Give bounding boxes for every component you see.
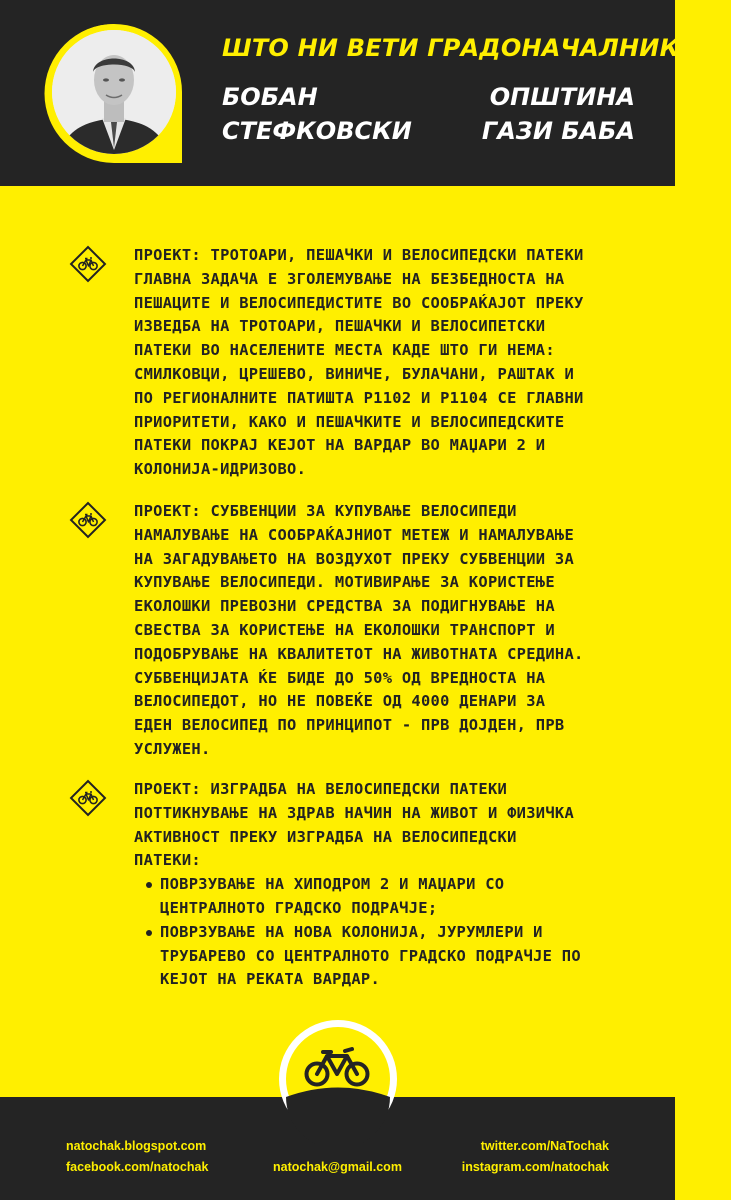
twitter-link[interactable]: twitter.com/NaTochak — [480, 1139, 609, 1153]
project-line: ВЕЛОСИПЕДОТ, НО НЕ ПОВЕЌЕ ОД 4000 ДЕНАРИ ЗА — [134, 692, 546, 711]
bullet-line: КЕЈОТ НА РЕКАТА ВАРДАР. — [160, 970, 381, 989]
project-line: НАМАЛУВАЊЕ НА СООБРАЌАЈНИОТ МЕТЕЖ И НАМАЛУВАЊЕ — [134, 525, 575, 544]
project-text — [134, 778, 654, 992]
project-line: ПЕШАЦИТЕ И ВЕЛОСИПЕДИСТИТЕ ВО СООБРАЌАЈОТ ПРЕКУ — [134, 293, 584, 312]
bullet-line: ПОВРЗУВАЊЕ НА НОВА КОЛОНИЈА, ЈУРУМЛЕРИ И — [160, 922, 543, 941]
bullet-line: ТРУБАРЕВО СО ЦЕНТРАЛНОТО ГРАДСКО ПОДРАЧЈЕ ПО — [160, 946, 581, 965]
project-line: АКТИВНОСТ ПРЕКУ ИЗГРАДБА НА ВЕЛОСИПЕДСКИ — [134, 827, 517, 846]
bullet-item — [146, 873, 654, 921]
bicycle-sign-icon — [68, 244, 108, 284]
project-line: ПОДОБРУВАЊЕ НА КВАЛИТЕТОТ НА ЖИВОТНАТА СРЕДИНА. — [134, 644, 584, 663]
project-line: НА ЗАГАДУВАЊЕТО НА ВОЗДУХОТ ПРЕКУ СУБВЕНЦИИ ЗА — [134, 549, 575, 568]
project-line: КОЛОНИЈА-ИДРИЗОВО. — [134, 460, 307, 479]
bullet-item — [146, 921, 654, 992]
project-line: ПАТЕКИ ПОКРАЈ КЕЈОТ НА ВАРДАР ВО МАЏАРИ 2 И — [134, 436, 546, 455]
project-text — [134, 500, 654, 762]
project-line: ЕКОЛОШКИ ПРЕВОЗНИ СРЕДСТВА ЗА ПОДИГНУВАЊЕ НА — [134, 597, 555, 616]
project-line: ГЛАВНА ЗАДАЧА Е ЗГОЛЕМУВАЊЕ НА БЕЗБЕДНОСТА НА — [134, 269, 565, 288]
project-title: ПРОЕКТ: ТРОТОАРИ, ПЕШАЧКИ И ВЕЛОСИПЕДСКИ ПАТЕКИ — [134, 246, 584, 264]
bullet-line: ЦЕНТРАЛНОТО ГРАДСКО ПОДРАЧЈЕ; — [160, 898, 438, 917]
project-line: ПАТЕКИ ВО НАСЕЛЕНИТЕ МЕСТА КАДЕ ШТО ГИ НЕМА: — [134, 341, 555, 360]
mayor-portrait — [40, 22, 188, 165]
bicycle-logo-icon — [277, 1018, 399, 1140]
bullet-line: ПОВРЗУВАЊЕ НА ХИПОДРОМ 2 И МАЏАРИ СО — [160, 875, 505, 894]
bullet-list — [146, 873, 654, 992]
bicycle-sign-icon — [68, 778, 108, 818]
project-title: ПРОЕКТ: СУБВЕНЦИИ ЗА КУПУВАЊЕ ВЕЛОСИПЕДИ — [134, 502, 517, 520]
page-title: ШТО НИ ВЕТИ ГРАДОНАЧАЛНИКОТ? — [222, 34, 731, 62]
mayor-first-name: БОБАН — [222, 83, 318, 111]
project-line: СМИЛКОВЦИ, ЦРЕШЕВО, ВИНИЧЕ, БУЛАЧАНИ, РАШТАК И — [134, 364, 575, 383]
mayor-name — [222, 80, 412, 148]
project-text — [134, 244, 654, 482]
instagram-link[interactable]: instagram.com/natochak — [461, 1160, 609, 1174]
bicycle-sign-icon — [68, 500, 108, 540]
municipality-name — [482, 80, 635, 148]
email-link[interactable]: natochak@gmail.com — [273, 1160, 402, 1174]
project-line: ПАТЕКИ: — [134, 851, 201, 870]
project-title: ПРОЕКТ: ИЗГРАДБА НА ВЕЛОСИПЕДСКИ ПАТЕКИ — [134, 780, 508, 798]
project-line: КУПУВАЊЕ ВЕЛОСИПЕДИ. МОТИВИРАЊЕ ЗА КОРИСТЕЊЕ — [134, 573, 555, 592]
blog-link[interactable]: natochak.blogspot.com — [66, 1139, 207, 1153]
project-line: ИЗВЕДБА НА ТРОТОАРИ, ПЕШАЧКИ И ВЕЛОСИПЕТСКИ — [134, 317, 546, 336]
municipality-line-2: ГАЗИ БАБА — [481, 117, 635, 145]
mayor-last-name: СТЕФКОВСКИ — [222, 117, 412, 145]
project-line: ПО РЕГИОНАЛНИТЕ ПАТИШТА Р1102 И Р1104 СЕ ГЛАВНИ — [134, 388, 584, 407]
project-line: УСЛУЖЕН. — [134, 739, 211, 758]
project-line: ПОТТИКНУВАЊЕ НА ЗДРАВ НАЧИН НА ЖИВОТ И ФИЗИЧКА — [134, 803, 575, 822]
facebook-link[interactable]: facebook.com/natochak — [66, 1160, 209, 1174]
project-line: СУБВЕНЦИЈАТА ЌЕ БИДЕ ДО 50% ОД ВРЕДНОСТА НА — [134, 668, 546, 687]
project-line: ПРИОРИТЕТИ, КАКО И ПЕШАЧКИТЕ И ВЕЛОСИПЕДСКИТЕ — [134, 412, 565, 431]
project-line: СВЕСТВА ЗА КОРИСТЕЊЕ НА ЕКОЛОШКИ ТРАНСПОРТ И — [134, 620, 555, 639]
municipality-line-1: ОПШТИНА — [489, 83, 635, 111]
project-line: ЕДЕН ВЕЛОСИПЕД ПО ПРИНЦИПОТ - ПРВ ДОЈДЕН, ПРВ — [134, 716, 565, 735]
